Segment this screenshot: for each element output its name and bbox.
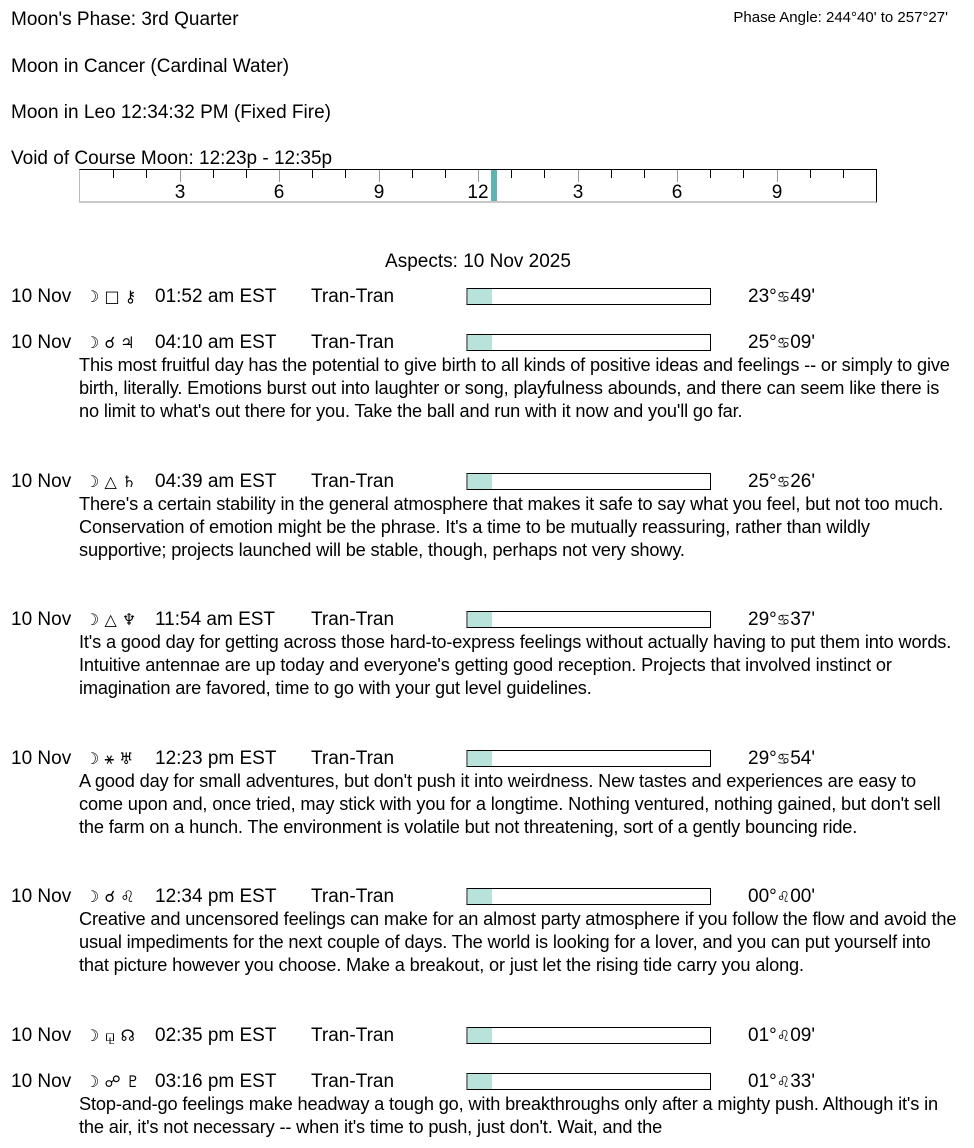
position-minutes: 33' (790, 1071, 815, 1092)
aspect-time: 12:23 pm EST (155, 748, 277, 769)
aspect-kind: Tran-Tran (311, 1071, 395, 1092)
moon-icon: ☽ (85, 333, 100, 352)
phase-angle: Phase Angle: 244°40' to 257°27' (733, 9, 948, 26)
aspect-date: 10 Nov (11, 1025, 72, 1046)
aspect-position (748, 332, 815, 354)
aspect-kind: Tran-Tran (311, 286, 395, 307)
aspect-time: 11:54 am EST (155, 609, 276, 630)
zodiac-sign-icon: ♌ (776, 888, 791, 906)
aspect-glyphs (85, 886, 135, 908)
position-degree: 25° (748, 332, 777, 353)
planet-icon: ♌ (120, 887, 135, 906)
zodiac-sign-icon: ♋ (776, 750, 791, 768)
aspect-kind: Tran-Tran (311, 886, 395, 907)
timeline-hour-label: 6 (671, 182, 683, 203)
planet-icon: ⚷ (124, 287, 137, 306)
zodiac-sign-icon: ♋ (776, 473, 791, 491)
position-minutes: 09' (790, 1025, 815, 1046)
timeline-tick (644, 170, 645, 178)
aspect-kind: Tran-Tran (311, 332, 395, 353)
position-minutes: 54' (790, 748, 815, 769)
timeline-tick (113, 170, 114, 178)
timeline-tick (478, 170, 479, 182)
aspect-icon: □ (104, 287, 120, 306)
timeline-tick (544, 170, 545, 178)
aspect-date: 10 Nov (11, 286, 72, 307)
aspect-row (11, 1025, 961, 1047)
aspect-time: 02:35 pm EST (155, 1025, 277, 1046)
position-degree: 01° (748, 1025, 777, 1046)
aspect-strength-bar (466, 611, 711, 628)
timeline-tick (312, 170, 313, 178)
timeline-tick (279, 170, 280, 182)
aspect-row (11, 286, 961, 308)
timeline-tick (345, 170, 346, 178)
aspect-date: 10 Nov (11, 332, 72, 353)
aspect-position (748, 286, 815, 308)
position-degree: 29° (748, 748, 777, 769)
position-degree: 23° (748, 286, 777, 307)
aspect-icon: ⚹ (104, 749, 115, 768)
aspect-strength-bar (466, 1027, 711, 1044)
timeline-hour-label: 9 (771, 182, 783, 203)
position-minutes: 00' (790, 886, 815, 907)
aspect-date: 10 Nov (11, 471, 72, 492)
position-minutes: 49' (790, 286, 815, 307)
moon-icon: ☽ (85, 472, 100, 491)
timeline-hour-label: 12 (467, 182, 489, 203)
zodiac-sign-icon: ♋ (776, 611, 791, 629)
aspect-strength-fill (468, 751, 492, 766)
timeline-tick (379, 170, 380, 182)
aspect-position (748, 1071, 815, 1093)
aspect-glyphs (85, 332, 135, 354)
aspect-position (748, 471, 815, 493)
aspect-kind: Tran-Tran (311, 748, 395, 769)
aspect-time: 12:34 pm EST (155, 886, 277, 907)
aspect-position (748, 1025, 815, 1047)
planet-icon: ♃ (120, 333, 135, 352)
planet-icon: ♄ (121, 472, 137, 491)
aspect-strength-bar (466, 288, 711, 305)
position-degree: 29° (748, 609, 777, 630)
timeline-hour-label: 9 (373, 182, 385, 203)
planet-icon: ♇ (125, 1072, 141, 1091)
aspect-icon: ☍ (104, 1072, 121, 1091)
aspect-glyphs (85, 748, 133, 770)
zodiac-sign-icon: ♌ (776, 1027, 791, 1045)
aspect-icon: ☌ (104, 333, 116, 352)
timeline-hour-label: 6 (273, 182, 285, 203)
timeline-tick (146, 170, 147, 178)
aspect-time: 04:39 am EST (155, 471, 277, 492)
aspect-description: There's a certain stability in the general atmosphere that makes it safe to say what you feel, but not too much. Conservation of emotion might be the phrase. It's a time to be mutually reassuring, rather than wildly supportive; projects launched will be stable, though, perhaps not very showy. (79, 494, 944, 560)
aspect-glyphs (85, 286, 136, 308)
timeline-tick (246, 170, 247, 178)
aspect-strength-fill (468, 335, 492, 350)
aspect-glyphs (85, 1025, 135, 1047)
aspect-row (11, 609, 961, 700)
moon-sign: Moon in Cancer (Cardinal Water) (11, 56, 290, 77)
aspect-strength-fill (468, 289, 492, 304)
aspect-date: 10 Nov (11, 609, 72, 630)
timeline-tick (445, 170, 446, 178)
timeline-tick (578, 170, 579, 182)
moon-icon: ☽ (85, 1072, 100, 1091)
aspect-icon: ☌ (104, 887, 116, 906)
timeline-hour-label: 3 (572, 182, 584, 203)
position-degree: 00° (748, 886, 777, 907)
aspect-position (748, 886, 815, 908)
timeline-tick (180, 170, 181, 182)
aspect-strength-fill (468, 889, 492, 904)
aspect-date: 10 Nov (11, 1071, 72, 1092)
moon-icon: ☽ (85, 610, 100, 629)
timeline-tick (511, 170, 512, 178)
aspect-row (11, 471, 961, 562)
aspect-glyphs (85, 609, 136, 631)
position-degree: 01° (748, 1071, 777, 1092)
aspect-date: 10 Nov (11, 748, 72, 769)
aspect-description: This most fruitful day has the potential to give birth to all kinds of positive ideas and feelings -- or simply to give birth, literally. Emotions burst out into laughter or song, playfulness abounds, and there can seem like there is no limit to what's out there for you. Take the ball and run with it now and you'll go far. (79, 355, 950, 421)
void-of-course-marker (491, 170, 497, 201)
timeline-tick (611, 170, 612, 178)
timeline-tick (710, 170, 711, 178)
aspect-row (11, 1071, 961, 1139)
zodiac-sign-icon: ♋ (776, 288, 791, 306)
zodiac-sign-icon: ♌ (776, 1073, 791, 1091)
timeline-tick (777, 170, 778, 182)
aspect-description: Stop-and-go feelings make headway a tough go, with breakthroughs only after a mighty push. Although it's in the air, it's not necessary -- when it's time to push, just don't. Wait, and the (79, 1094, 938, 1137)
aspect-description: It's a good day for getting across those hard-to-express feelings without actually having to put them into words. Intuitive antennae are up today and everyone's getting good reception. Projects that involved instinct or imagination are favored, time to go with your gut level guidelines. (79, 632, 952, 698)
aspect-glyphs (85, 1071, 140, 1093)
planet-icon: ♅ (119, 749, 134, 768)
aspects-title: Aspects: 10 Nov 2025 (385, 251, 571, 272)
aspect-strength-bar (466, 1073, 711, 1090)
aspect-strength-bar (466, 750, 711, 767)
aspect-strength-fill (468, 1028, 492, 1043)
timeline-tick (810, 170, 811, 178)
moon-phase: Moon's Phase: 3rd Quarter (11, 9, 239, 30)
aspect-date: 10 Nov (11, 886, 72, 907)
aspect-glyphs (85, 471, 136, 493)
timeline-tick (677, 170, 678, 182)
aspect-row (11, 748, 961, 839)
aspect-icon: ⚼ (104, 1026, 116, 1045)
aspect-strength-bar (466, 473, 711, 490)
position-degree: 25° (748, 471, 777, 492)
moon-icon: ☽ (85, 749, 100, 768)
aspect-strength-fill (468, 612, 492, 627)
aspect-description: A good day for small adventures, but don't push it into weirdness. New tastes and experiences are easy to come upon and, once tried, may stick with you for a longtime. Nothing ventured, nothing gained, but don't sell the farm on a hunch. The environment is volatile but not threatening, sort of a gently bouncing ride. (79, 771, 941, 837)
aspect-icon: △ (104, 610, 117, 629)
position-minutes: 09' (790, 332, 815, 353)
aspect-position (748, 748, 815, 770)
planet-icon: ☊ (120, 1026, 135, 1045)
planet-icon: ♆ (121, 610, 137, 629)
moon-icon: ☽ (85, 287, 100, 306)
aspect-row (11, 886, 961, 977)
timeline-tick (213, 170, 214, 178)
aspect-kind: Tran-Tran (311, 609, 395, 630)
position-minutes: 37' (790, 609, 815, 630)
moon-icon: ☽ (85, 1026, 100, 1045)
aspect-strength-bar (466, 334, 711, 351)
timeline-tick (843, 170, 844, 178)
timeline-hour-label: 3 (174, 182, 186, 203)
moon-ingress: Moon in Leo 12:34:32 PM (Fixed Fire) (11, 102, 331, 123)
moon-icon: ☽ (85, 887, 100, 906)
aspect-time: 01:52 am EST (155, 286, 277, 307)
aspect-icon: △ (104, 472, 117, 491)
aspect-description: Creative and uncensored feelings can make for an almost party atmosphere if you follow the flow and avoid the usual impediments for the next couple of days. The world is looking for a lover, and you can put yourself into that picture however you choose. Make a breakout, or just let the rising tide carry you along. (79, 909, 957, 975)
aspect-strength-bar (466, 888, 711, 905)
aspect-row (11, 332, 961, 423)
aspect-strength-fill (468, 474, 492, 489)
timeline-tick (743, 170, 744, 178)
aspect-time: 03:16 pm EST (155, 1071, 277, 1092)
aspect-kind: Tran-Tran (311, 1025, 395, 1046)
timeline-tick (412, 170, 413, 178)
aspect-position (748, 609, 815, 631)
void-of-course: Void of Course Moon: 12:23p - 12:35p (11, 148, 333, 169)
aspect-time: 04:10 am EST (155, 332, 277, 353)
position-minutes: 26' (790, 471, 815, 492)
aspect-strength-fill (468, 1074, 492, 1089)
aspect-kind: Tran-Tran (311, 471, 395, 492)
day-timeline (79, 169, 877, 203)
zodiac-sign-icon: ♋ (776, 334, 791, 352)
